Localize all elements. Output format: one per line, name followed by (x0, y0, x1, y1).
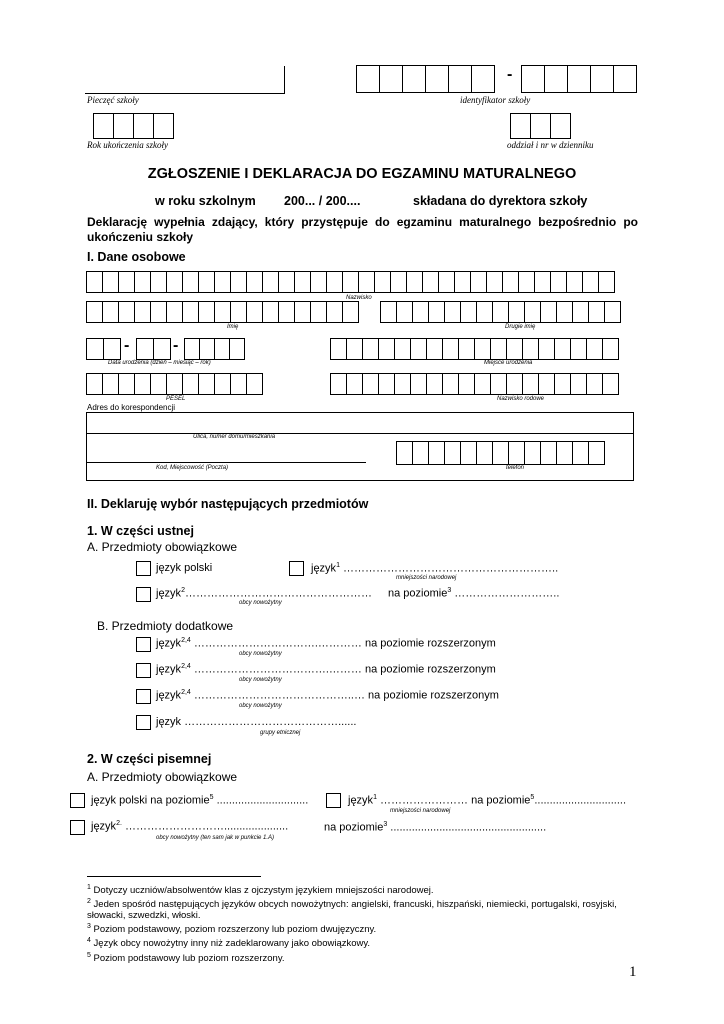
letter-box[interactable] (458, 338, 475, 360)
written-minority-level-dots[interactable]: .............................. (534, 794, 627, 807)
oral-extra-sup: 2,4 (181, 637, 191, 644)
letter-box[interactable] (330, 338, 347, 360)
letter-box[interactable] (426, 338, 443, 360)
oral-mandatory-heading: A. Przedmioty obowiązkowe (87, 540, 238, 554)
oral-extra-label: język (156, 637, 182, 650)
written-minority-sup: 1 (373, 794, 377, 801)
oral-extra-checkbox-4[interactable] (136, 715, 151, 730)
letter-box[interactable] (538, 338, 555, 360)
letter-box[interactable] (490, 338, 507, 360)
letter-box[interactable] (492, 301, 509, 323)
written-heading: 2. W części pisemnej (87, 752, 212, 766)
letter-box[interactable] (230, 373, 247, 395)
letter-box[interactable] (522, 338, 539, 360)
letter-box[interactable] (486, 271, 503, 293)
letter-box[interactable] (134, 373, 151, 395)
oral-extra-dots[interactable]: ……………………………………...... (184, 716, 357, 728)
letter-box[interactable] (518, 271, 535, 293)
letter-box[interactable] (294, 301, 311, 323)
dob-month[interactable] (136, 338, 170, 360)
oral-extra-dots[interactable]: ……………………………………..… (193, 689, 365, 702)
oral-extra-label: język (156, 663, 182, 676)
letter-box[interactable] (534, 271, 551, 293)
letter-box[interactable] (570, 373, 587, 395)
written-mandatory-heading: A. Przedmioty obowiązkowe (87, 770, 238, 784)
letter-box[interactable] (346, 338, 363, 360)
letter-box[interactable] (540, 301, 557, 323)
footnote-4 (87, 935, 647, 949)
oral-level-label: na poziomie (388, 587, 448, 600)
graduation-year-label: Rok ukończenia szkoły (87, 140, 168, 150)
letter-box[interactable] (598, 271, 615, 293)
dob-caption: Data urodzenia (dzień – miesiąc – rok) (108, 360, 211, 366)
letter-box[interactable] (566, 271, 583, 293)
letter-box[interactable] (454, 271, 471, 293)
letter-box[interactable] (230, 301, 247, 323)
dob-dash-1: - (124, 337, 130, 354)
written-foreign-checkbox[interactable] (70, 820, 85, 835)
letter-box[interactable] (586, 338, 603, 360)
oral-extra-checkbox-1[interactable] (136, 637, 151, 652)
letter-box[interactable] (214, 301, 231, 323)
letter-box[interactable] (310, 271, 327, 293)
oral-foreign-caption: obcy nowożytny (239, 600, 282, 606)
written-polish-checkbox[interactable] (70, 793, 85, 808)
city-line (86, 462, 366, 463)
letter-box[interactable] (182, 301, 199, 323)
footnote-separator (87, 876, 261, 877)
oral-extra-caption: obcy nowożytny (239, 651, 282, 657)
written-minority-level-label: na poziomie (471, 794, 531, 807)
maiden-name-boxes[interactable] (330, 373, 618, 395)
dob-year[interactable] (184, 338, 244, 360)
written-foreign-level-sup: 3 (383, 821, 388, 828)
letter-box[interactable] (134, 301, 151, 323)
oral-level-dots[interactable]: ……………………….. (454, 587, 560, 600)
letter-box[interactable] (550, 271, 567, 293)
school-id-part1[interactable] (356, 65, 494, 93)
letter-box[interactable] (460, 441, 477, 465)
footnote-text: Poziom podstawowy lub poziom rozszerzony. (93, 952, 285, 964)
oral-foreign-dots[interactable]: …………………………………………… (184, 587, 372, 600)
oral-level-sup: 3 (447, 587, 452, 594)
letter-box[interactable] (102, 373, 119, 395)
footnote-1 (87, 882, 647, 896)
letter-box[interactable] (246, 373, 263, 395)
letter-box[interactable] (556, 441, 573, 465)
street-caption: Ulica, numer domu/mieszkania (193, 434, 276, 440)
letter-box[interactable] (572, 301, 589, 323)
written-minority-level-sup: 5 (530, 794, 535, 801)
letter-box[interactable] (458, 373, 475, 395)
letter-box[interactable] (134, 271, 151, 293)
letter-box[interactable] (572, 441, 589, 465)
letter-box[interactable] (428, 441, 445, 465)
year-prefix: w roku szkolnym (155, 194, 256, 208)
letter-box[interactable] (586, 373, 603, 395)
oral-heading: 1. W części ustnej (87, 524, 194, 538)
letter-box[interactable] (346, 373, 363, 395)
school-id-part2[interactable] (521, 65, 636, 93)
year-suffix: składana do dyrektora szkoły (413, 194, 588, 208)
letter-box[interactable] (406, 271, 423, 293)
letter-box[interactable] (330, 373, 347, 395)
footnote-text: Język obcy nowożytny inny niż zadeklarowany jako obowiązkowy. (93, 938, 371, 950)
letter-box[interactable] (278, 301, 295, 323)
stamp-line-right (284, 66, 285, 94)
school-id-dash: - (507, 66, 513, 83)
written-polish-sup: 5 (209, 794, 214, 801)
letter-box[interactable] (476, 301, 493, 323)
oral-extra-label: język (156, 689, 182, 702)
letter-box[interactable] (554, 338, 571, 360)
letter-box[interactable] (150, 301, 167, 323)
letter-box[interactable] (588, 301, 605, 323)
letter-box[interactable] (394, 338, 411, 360)
second-name-boxes[interactable] (380, 301, 620, 323)
letter-box[interactable] (442, 373, 459, 395)
oral-extra-sup: 2,4 (181, 689, 191, 696)
surname-boxes[interactable] (86, 271, 614, 293)
letter-box[interactable] (506, 373, 523, 395)
letter-box[interactable] (588, 441, 605, 465)
letter-box[interactable] (474, 338, 491, 360)
letter-box[interactable] (214, 271, 231, 293)
instruction-text: Deklarację wypełnia zdający, który przystępuje do egzaminu maturalnego bezpośrednio po ukończeniu szkoły (87, 215, 638, 244)
footnote-num: 4 (87, 937, 91, 945)
letter-box[interactable] (554, 373, 571, 395)
letter-box[interactable] (460, 301, 477, 323)
letter-box[interactable] (428, 301, 445, 323)
written-foreign-level-dots[interactable]: ................................................... (390, 821, 547, 834)
letter-box[interactable] (570, 338, 587, 360)
letter-box[interactable] (118, 271, 135, 293)
letter-box[interactable] (422, 271, 439, 293)
written-foreign-caption: obcy nowożytny (ten sam jak w punkcie 1.A) (156, 835, 275, 841)
city-caption: Kod, Miejscowość (Poczta) (156, 465, 229, 471)
letter-box[interactable] (524, 301, 541, 323)
written-foreign-label: język (91, 820, 117, 833)
letter-box[interactable] (310, 301, 327, 323)
letter-box[interactable] (86, 301, 103, 323)
letter-box[interactable] (326, 301, 343, 323)
school-id-label: identyfikator szkoły (460, 95, 531, 105)
letter-box[interactable] (198, 373, 215, 395)
letter-box[interactable] (326, 271, 343, 293)
stamp-label: Pieczęć szkoły (87, 95, 139, 105)
oral-extra-sup: 2,4 (181, 663, 191, 670)
letter-box[interactable] (538, 373, 555, 395)
oral-extra-suffix: na poziomie rozszerzonym (368, 689, 499, 702)
letter-box[interactable] (522, 373, 539, 395)
letter-box[interactable] (582, 271, 599, 293)
letter-box[interactable] (150, 271, 167, 293)
surname-caption: Nazwisko (346, 295, 372, 301)
footnote-num: 2 (87, 898, 91, 906)
letter-box[interactable] (444, 441, 461, 465)
first-name-caption: Imię (227, 324, 239, 330)
footnote-num: 1 (87, 884, 91, 891)
letter-box[interactable] (444, 301, 461, 323)
letter-box[interactable] (604, 301, 621, 323)
written-minority-caption: mniejszości narodowej (390, 808, 451, 814)
section1-heading: I. Dane osobowe (87, 250, 186, 264)
maiden-name-caption: Nazwisko rodowe (497, 396, 545, 402)
letter-box[interactable] (410, 338, 427, 360)
letter-box[interactable] (390, 271, 407, 293)
letter-box[interactable] (412, 301, 429, 323)
birthplace-boxes[interactable] (330, 338, 618, 360)
letter-box[interactable] (476, 441, 493, 465)
letter-box[interactable] (374, 271, 391, 293)
letter-box[interactable] (294, 271, 311, 293)
letter-box[interactable] (438, 271, 455, 293)
letter-box[interactable] (150, 373, 167, 395)
written-foreign-sup: 2. (116, 820, 122, 827)
letter-box[interactable] (262, 271, 279, 293)
oral-extra-caption: grupy etnicznej (260, 730, 301, 736)
footnote-text: Dotyczy uczniów/absolwentów klas z ojczystym językiem mniejszości narodowej. (93, 885, 434, 897)
letter-box[interactable] (410, 373, 427, 395)
footnote-3 (87, 921, 647, 935)
letter-box[interactable] (394, 373, 411, 395)
oral-minority-label: język (311, 562, 337, 575)
written-polish-dots[interactable]: .............................. (216, 794, 309, 807)
letter-box[interactable] (602, 373, 619, 395)
letter-box[interactable] (118, 301, 135, 323)
letter-box[interactable] (396, 441, 413, 465)
written-polish-label: język polski na poziomie (91, 794, 210, 807)
written-minority-label: język (348, 794, 374, 807)
phone-caption: telefon (506, 465, 525, 471)
second-name-caption: Drugie imię (505, 324, 536, 330)
footnote-num: 5 (87, 951, 91, 959)
class-number-label: oddział i nr w dzienniku (507, 140, 594, 150)
oral-extra-dots[interactable]: …………………………….………… (193, 637, 362, 650)
letter-box[interactable] (262, 301, 279, 323)
pesel-caption: PESEL (166, 396, 186, 402)
oral-foreign-checkbox[interactable] (136, 587, 151, 602)
footnote-text: Jeden spośród następujących języków obcych nowożytnych: angielski, francuski, hiszpański, niemiecki, portugalski, rosyjski, słowacki, szwedzki, włoski. (87, 899, 617, 922)
letter-box[interactable] (380, 301, 397, 323)
first-name-boxes[interactable] (86, 301, 358, 323)
written-minority-dots[interactable]: …………………… (380, 794, 469, 807)
letter-box[interactable] (166, 301, 183, 323)
oral-extra-dots[interactable]: ……………………………….……… (193, 663, 362, 676)
letter-box[interactable] (470, 271, 487, 293)
oral-extra-heading: B. Przedmioty dodatkowe (97, 619, 234, 633)
dob-dash-2: - (173, 337, 179, 354)
oral-polish-label: język polski (156, 562, 213, 574)
letter-box[interactable] (502, 271, 519, 293)
letter-box[interactable] (86, 373, 103, 395)
letter-box[interactable] (182, 373, 199, 395)
letter-box[interactable] (166, 373, 183, 395)
letter-box[interactable] (246, 301, 263, 323)
oral-foreign-label: język (156, 587, 182, 600)
oral-extra-checkbox-3[interactable] (136, 689, 151, 704)
letter-box[interactable] (540, 441, 557, 465)
letter-box[interactable] (506, 338, 523, 360)
address-divider (86, 433, 634, 434)
class-number-boxes[interactable] (510, 113, 570, 139)
footnotes (87, 882, 647, 964)
letter-box[interactable] (214, 373, 231, 395)
letter-box[interactable] (198, 271, 215, 293)
letter-box[interactable] (442, 338, 459, 360)
oral-extra-caption: obcy nowożytny (239, 677, 282, 683)
oral-minority-checkbox[interactable] (289, 561, 304, 576)
letter-box[interactable] (118, 373, 135, 395)
graduation-year-boxes[interactable] (93, 113, 173, 139)
letter-box[interactable] (602, 338, 619, 360)
oral-extra-checkbox-2[interactable] (136, 663, 151, 678)
footnote-2 (87, 896, 647, 921)
letter-box[interactable] (246, 271, 263, 293)
pesel-boxes[interactable] (86, 373, 262, 395)
letter-box[interactable] (378, 373, 395, 395)
year-value: 200... / 200.... (284, 194, 361, 208)
birthplace-caption: Miejsce urodzenia (484, 360, 533, 366)
written-minority-checkbox[interactable] (326, 793, 341, 808)
letter-box[interactable] (166, 271, 183, 293)
letter-box[interactable] (490, 373, 507, 395)
letter-box[interactable] (378, 338, 395, 360)
letter-box[interactable] (508, 441, 525, 465)
letter-box[interactable] (474, 373, 491, 395)
oral-minority-caption: mniejszości narodowej (396, 575, 457, 581)
section2-heading: II. Deklaruję wybór następujących przedmiotów (87, 497, 369, 511)
oral-minority-sup: 1 (336, 562, 340, 569)
footnote-text: Poziom podstawowy, poziom rozszerzony lub poziom dwujęzyczny. (93, 924, 377, 936)
oral-extra-suffix: na poziomie rozszerzonym (364, 637, 496, 650)
footnote-num: 3 (87, 923, 91, 931)
address-label: Adres do korespondencji (87, 403, 176, 412)
letter-box[interactable] (86, 271, 103, 293)
oral-minority-dots[interactable]: ………………………………………………….. (343, 562, 559, 575)
letter-box[interactable] (182, 271, 199, 293)
letter-box[interactable] (342, 271, 359, 293)
footnote-5 (87, 950, 647, 964)
letter-box[interactable] (362, 338, 379, 360)
letter-box[interactable] (102, 301, 119, 323)
letter-box[interactable] (524, 441, 541, 465)
letter-box[interactable] (278, 271, 295, 293)
oral-polish-checkbox[interactable] (136, 561, 151, 576)
oral-extra-label: język (156, 716, 182, 728)
letter-box[interactable] (198, 301, 215, 323)
phone-boxes[interactable] (396, 441, 604, 465)
page-number: 1 (629, 964, 637, 980)
dob-day[interactable] (86, 338, 120, 360)
letter-box[interactable] (396, 301, 413, 323)
letter-box[interactable] (412, 441, 429, 465)
written-foreign-level-label: na poziomie (324, 821, 384, 834)
letter-box[interactable] (362, 373, 379, 395)
letter-box[interactable] (492, 441, 509, 465)
stamp-line (85, 93, 285, 94)
letter-box[interactable] (102, 271, 119, 293)
written-foreign-dots[interactable]: ………………………..................... (124, 820, 289, 833)
oral-extra-suffix: na poziomie rozszerzonym (364, 663, 496, 676)
letter-box[interactable] (342, 301, 359, 323)
letter-box[interactable] (556, 301, 573, 323)
oral-foreign-sup: 2 (181, 587, 185, 594)
letter-box[interactable] (508, 301, 525, 323)
oral-extra-caption: obcy nowożytny (239, 703, 282, 709)
letter-box[interactable] (230, 271, 247, 293)
letter-box[interactable] (426, 373, 443, 395)
letter-box[interactable] (358, 271, 375, 293)
form-title: ZGŁOSZENIE I DEKLARACJA DO EGZAMINU MATURALNEGO (147, 166, 577, 182)
